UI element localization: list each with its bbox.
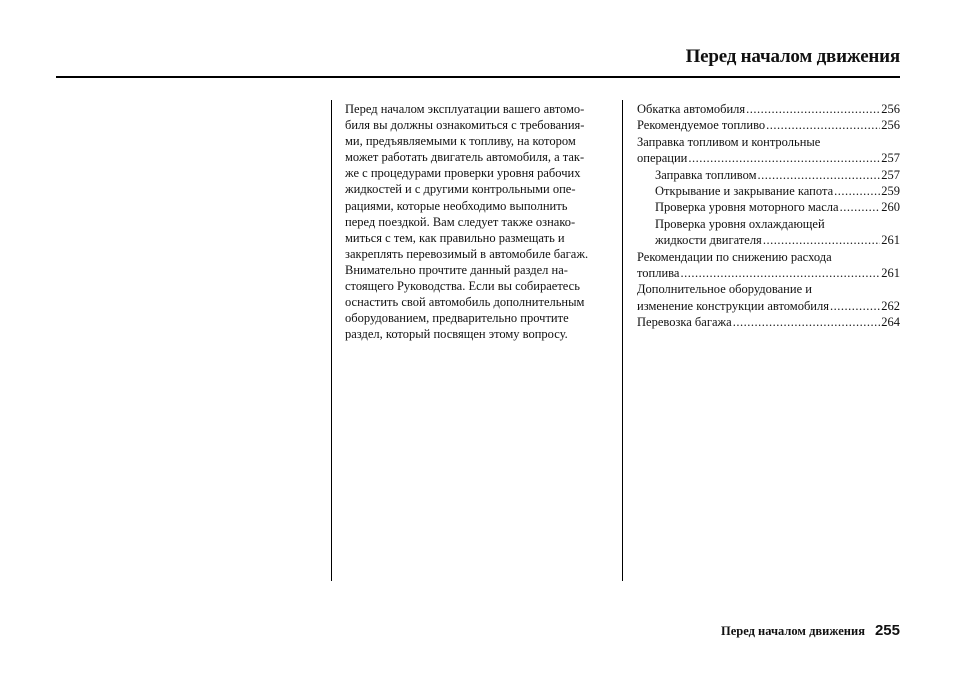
toc-page-number: 259 [881,184,900,199]
toc-dot-leader [766,117,880,133]
toc-label-line[interactable]: Проверка уровня охлаждающей [655,216,825,231]
toc-page-number: 257 [881,167,900,182]
intro-line: стоящего Руководства. Если вы собираетесь [345,279,580,294]
toc-entry-cargo[interactable] [637,314,900,330]
toc-label: Перевозка багажа [637,315,732,330]
header-divider [56,76,900,78]
table-of-contents [637,101,900,331]
middle-column-divider [622,100,623,581]
toc-dot-leader [688,150,880,166]
toc-label: Рекомендуемое топливо [637,118,766,133]
toc-page-number: 260 [881,200,900,215]
footer-page-number: 255 [874,622,900,639]
intro-line: миться с тем, как правильно размещать и [345,230,565,245]
intro-line: может работать двигатель автомобиля, а так- [345,150,585,165]
toc-label: операции [637,151,688,166]
intro-line: биля вы должны ознакомиться с требования- [345,118,585,133]
toc-label-line[interactable]: Заправка топливом и контрольные [637,134,821,149]
toc-dot-leader [763,232,880,248]
toc-entry-accessories[interactable] [637,298,900,314]
toc-dot-leader [758,167,881,183]
left-column-divider [331,100,332,581]
toc-label-line[interactable]: Рекомендации по снижению расхода [637,249,832,264]
toc-entry-coolant[interactable] [637,232,900,248]
toc-entry-break-in[interactable] [637,101,900,117]
toc-entry-fuel-economy[interactable] [637,265,900,281]
intro-line: Внимательно прочтите данный раздел на- [345,262,568,277]
toc-label: Проверка уровня моторного масла [655,200,839,215]
intro-line: раздел, который посвящен этому вопросу. [345,327,568,342]
intro-line: жидкостей и с другими контрольными опе- [345,182,576,197]
toc-dot-leader [830,298,880,314]
toc-dot-leader [834,183,880,199]
toc-dot-leader [733,314,881,330]
toc-entry-refueling[interactable] [637,167,900,183]
intro-line: Перед началом эксплуатации вашего автомо- [345,102,585,116]
toc-page-number: 257 [881,151,900,166]
toc-label: Открывание и закрывание капота [655,184,834,199]
intro-paragraph [345,101,610,342]
toc-entry-oil-level[interactable] [637,199,900,215]
intro-line: перед поездкой. Вам следует также ознако- [345,214,576,229]
intro-line: ми, предъявляемыми к топливу, на котором [345,134,576,149]
toc-page-number: 256 [881,118,900,133]
toc-page-number: 256 [881,102,900,116]
toc-page-number: 264 [881,315,900,330]
toc-dot-leader [680,265,880,281]
intro-line: закреплять перевозимый в автомобиле багаж. [345,246,589,261]
page-footer [721,622,900,639]
intro-line: рациями, которые необходимо выполнить [345,198,568,213]
toc-label: жидкости двигателя [655,233,762,248]
toc-page-number: 262 [881,298,900,313]
footer-section-title: Перед началом движения [720,624,865,638]
toc-entry-fuel[interactable] [637,117,900,133]
toc-label-line[interactable]: Дополнительное оборудование и [637,282,812,297]
toc-page-number: 261 [881,233,900,248]
toc-page-number: 261 [881,266,900,281]
toc-entry-hood[interactable] [637,183,900,199]
page-title: Перед началом движения [685,46,900,67]
intro-line: оборудованием, предварительно прочтите [345,311,569,326]
intro-line: оснастить свой автомобиль дополнительным [345,295,585,310]
intro-line: же с процедурами проверки уровня рабочих [345,166,581,181]
toc-dot-leader [746,101,880,117]
toc-label: Обкатка автомобиля [637,102,746,116]
toc-dot-leader [840,199,881,215]
toc-entry-refueling-checks[interactable] [637,150,900,166]
toc-label: топлива [637,266,680,281]
toc-label: изменение конструкции автомобиля [637,298,829,313]
toc-label: Заправка топливом [655,167,757,182]
